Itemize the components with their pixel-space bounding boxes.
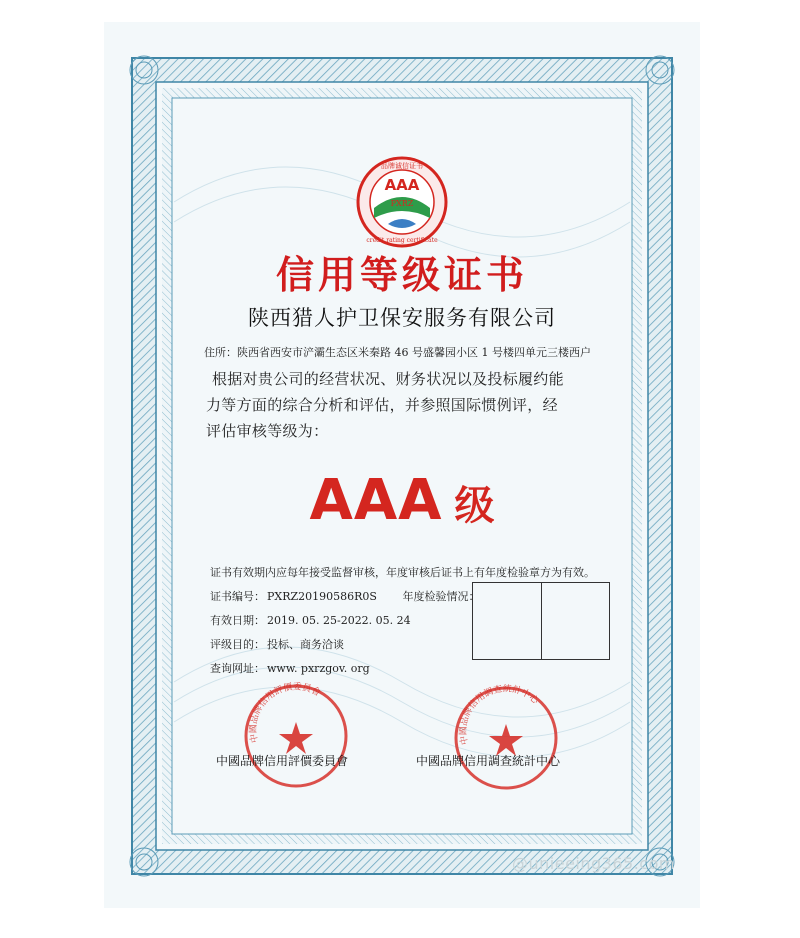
cert-number-row	[210, 588, 479, 604]
grade-suffix: 级	[454, 483, 495, 529]
seal-ring-bottom-text: credit rating certificate	[366, 237, 438, 244]
annual-check-box	[472, 582, 610, 660]
seal-grade-text: AAA	[384, 176, 420, 194]
purpose-row	[210, 636, 344, 652]
seal-top-icon	[348, 156, 456, 250]
annual-check-label: 年度检验情况：	[402, 590, 480, 603]
purpose-value: 投标、商务洽谈	[267, 638, 344, 651]
grade-rating	[104, 468, 700, 533]
stamp-right-icon	[452, 684, 560, 792]
watermark: @unieeing365.com	[512, 854, 675, 873]
query-site-value: www. pxrzgov. org	[267, 662, 370, 675]
purpose-label: 评级目的：	[210, 638, 265, 651]
assessment-line: 根据对贵公司的经营状况、财务状况以及投标履约能	[212, 370, 564, 388]
grade-letters: AAA	[309, 468, 443, 533]
query-site-row	[210, 660, 370, 676]
valid-date-value: 2019. 05. 25-2022. 05. 24	[267, 614, 411, 627]
assessment-line: 评估审核等级为：	[206, 422, 329, 440]
issuer-right: 中國品牌信用調查統計中心	[416, 754, 561, 768]
certificate	[104, 22, 700, 908]
valid-date-row	[210, 612, 411, 628]
stamp-left-ring-text: 中國品牌信用評價委員會	[248, 682, 322, 744]
seal-ring-top-text: 品牌诚信证书	[381, 162, 423, 170]
cert-number-label: 证书编号：	[210, 590, 265, 603]
validity-note: 证书有效期内应每年接受监督审核，年度审核后证书上有年度检验章方为有效。	[210, 566, 595, 579]
issuer-left: 中國品牌信用評價委員會	[216, 754, 349, 768]
assessment-line: 力等方面的综合分析和评估，并参照国际惯例评，经	[206, 396, 558, 414]
company-address: 住所：陕西省西安市浐灞生态区米秦路 46 号盛馨园小区 1 号楼四单元三楼西户	[204, 346, 591, 359]
valid-date-label: 有效日期：	[210, 614, 265, 627]
certificate-title: 信用等级证书	[275, 253, 528, 297]
query-site-label: 查询网址：	[210, 662, 265, 675]
decorative-border	[104, 22, 700, 908]
stamp-right-ring-text: 中國品牌信用調查統計中心	[458, 684, 541, 746]
assessment-text	[206, 366, 602, 444]
company-name: 陕西猎人护卫保安服务有限公司	[248, 306, 556, 330]
stamp-left-icon	[242, 682, 350, 790]
cert-number-value: PXRZ20190586R0S	[267, 590, 377, 603]
seal-org-code: PXRZ	[390, 199, 414, 208]
